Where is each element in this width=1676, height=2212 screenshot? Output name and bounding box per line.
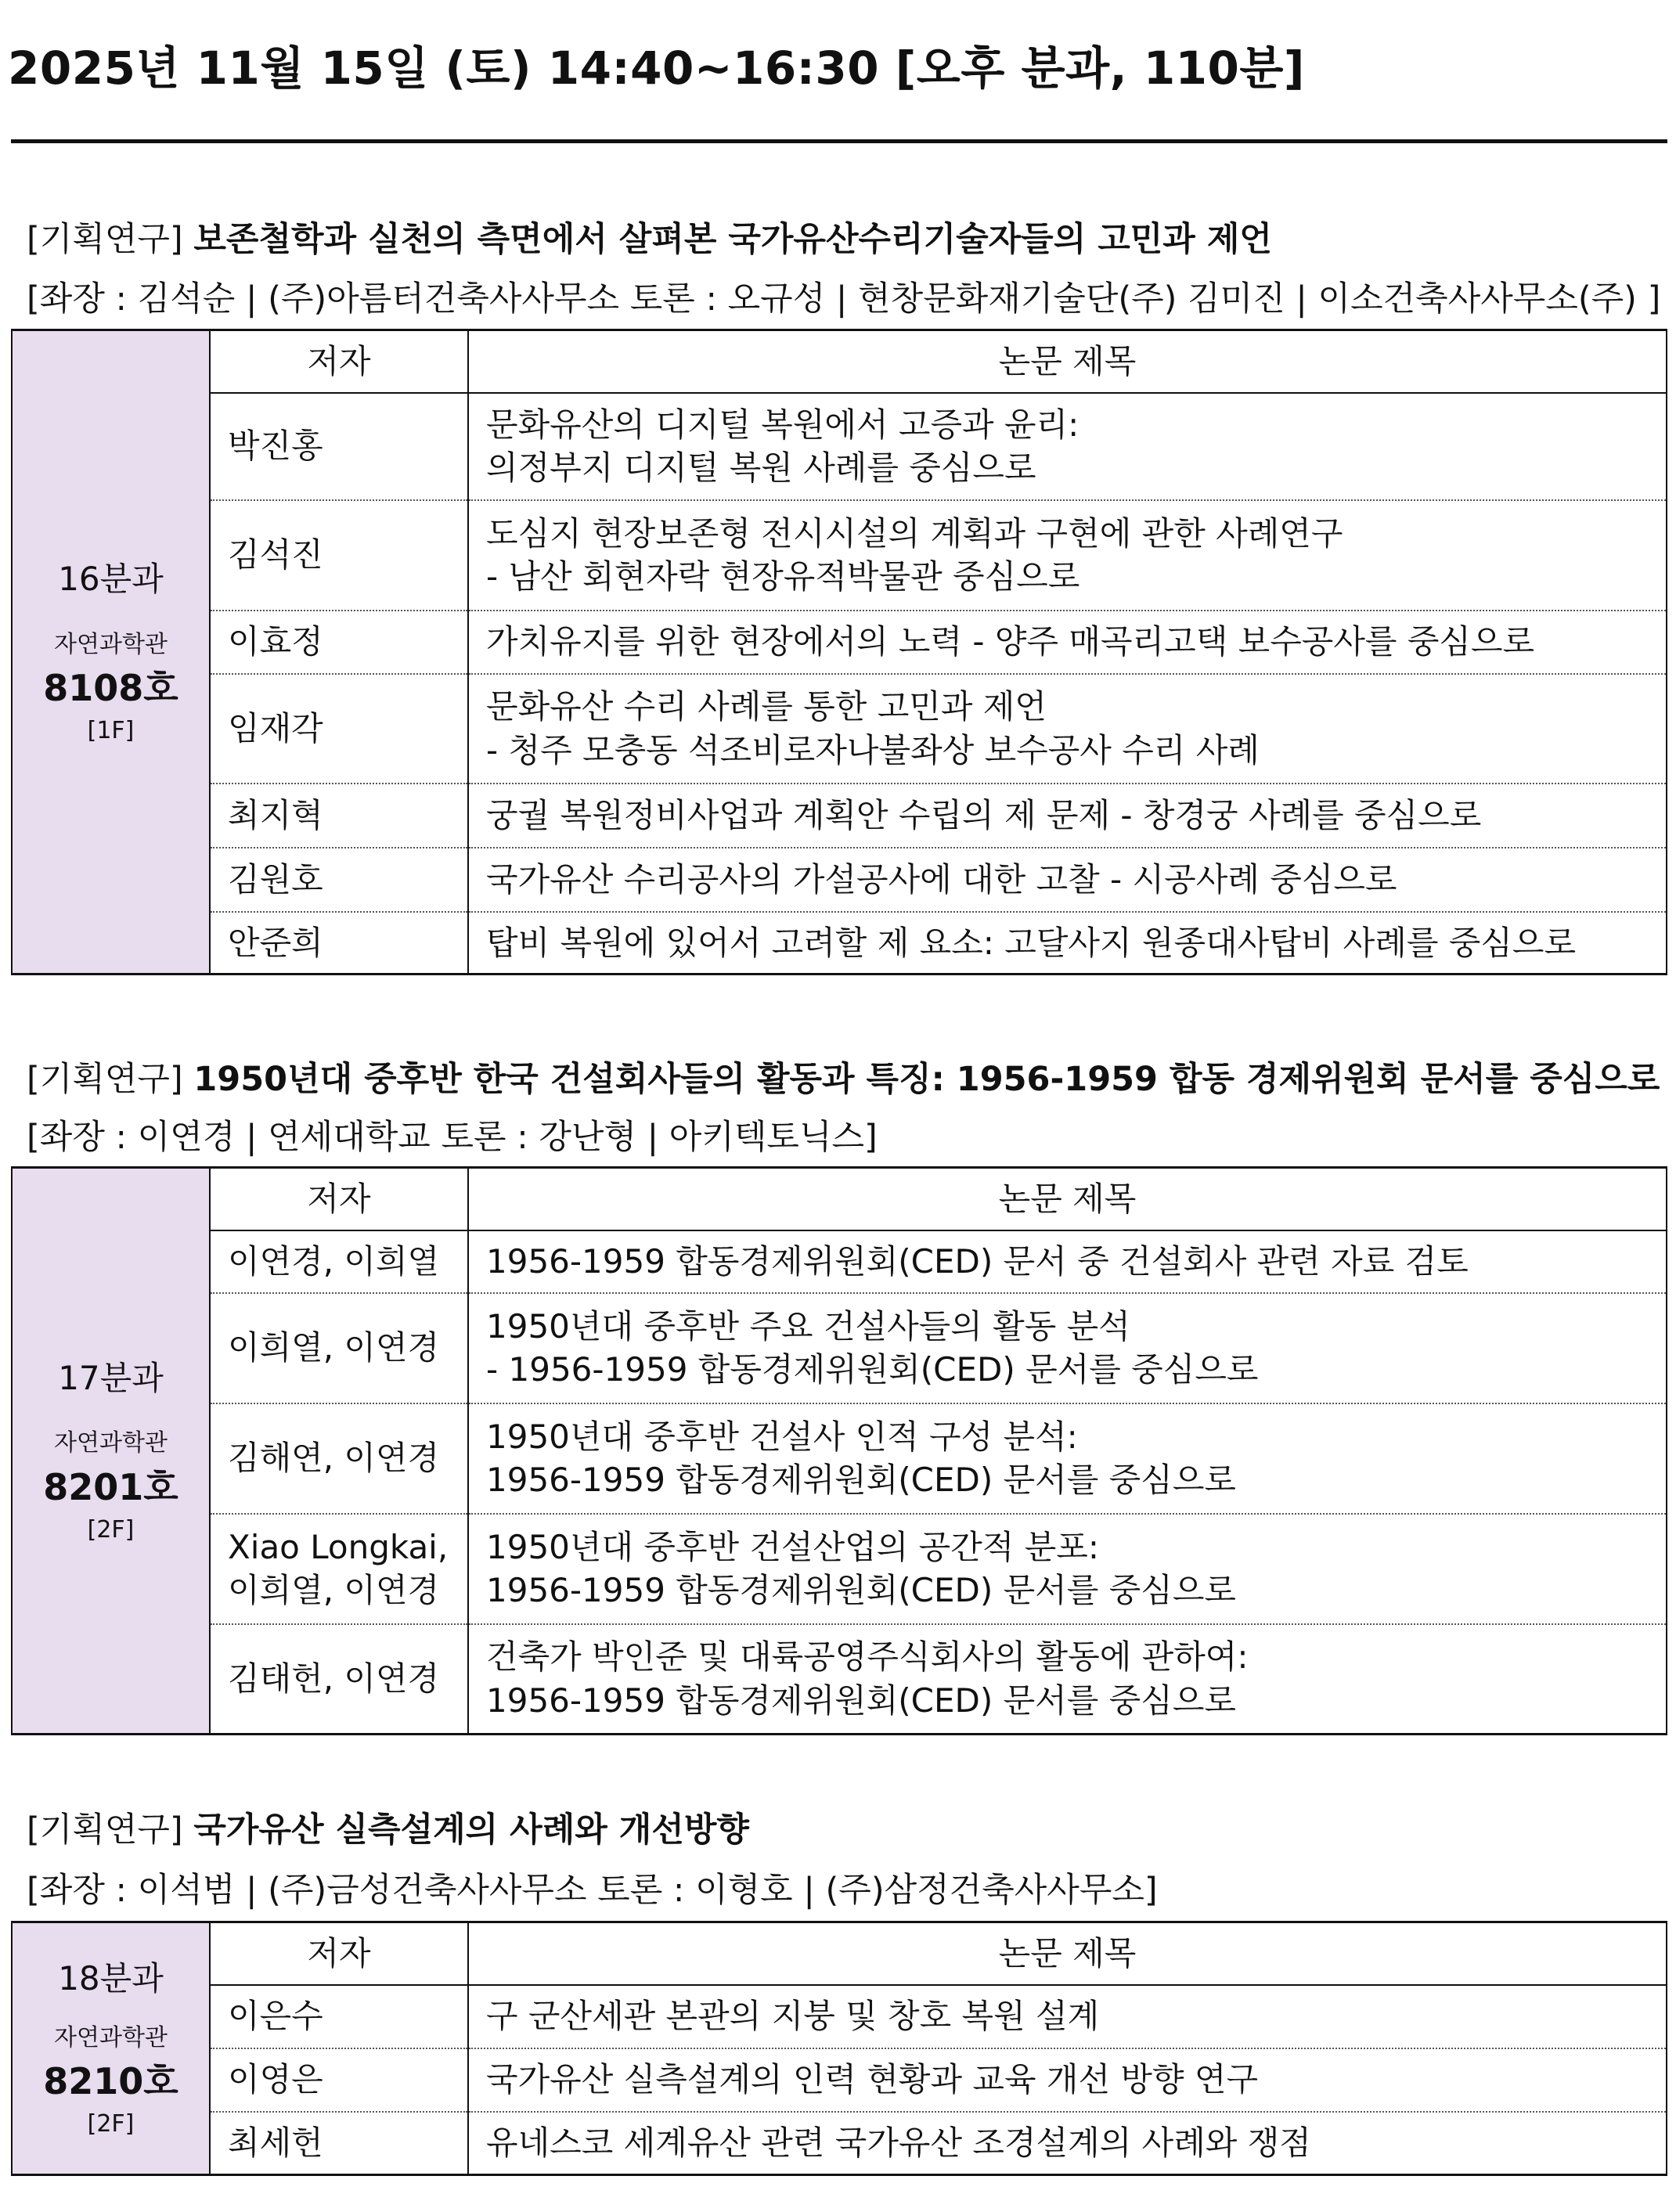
paper-author: 이영은: [210, 2048, 468, 2112]
session-16-info: [12, 330, 210, 975]
session-18-info: [12, 1922, 210, 2175]
table-row: [12, 784, 1667, 848]
session-18-table: [11, 1921, 1667, 2176]
session-16-title: [27, 213, 1272, 261]
paper-author: 이희열, 이연경: [210, 1293, 468, 1403]
session-18-chair-line: [좌장 : 이석범 | (주)금성건축사사무소 토론 : 이형호 | (주)삼정건축사사무소]: [27, 1871, 1158, 1910]
session-16-prefix: [기획연구]: [27, 220, 183, 259]
session-18-room: 8210호: [43, 2060, 178, 2103]
paper-title: 1956-1959 합동경제위원회(CED) 문서 중 건설회사 관련 자료 검토: [468, 1230, 1667, 1293]
author-column-header: 저자: [210, 1168, 468, 1230]
table-row: [12, 1230, 1667, 1293]
session-17-floor: [2F]: [87, 1515, 135, 1544]
session-18-floor: [2F]: [87, 2110, 135, 2138]
author-column-header: 저자: [210, 330, 468, 393]
session-17-table: [11, 1166, 1667, 1735]
session-17-prefix: [기획연구]: [27, 1060, 183, 1099]
table-row: [12, 1985, 1667, 2048]
paper-title: 1950년대 중후반 건설산업의 공간적 분포: 1956-1959 합동경제위원회(CED) 문서를 중심으로: [468, 1514, 1667, 1624]
paper-author: 안준희: [210, 912, 468, 975]
title-column-header: 논문 제목: [468, 1168, 1667, 1230]
paper-author: 박진홍: [210, 393, 468, 500]
table-row: [12, 848, 1667, 912]
paper-author: 최지혁: [210, 784, 468, 848]
session-18-topic: 국가유산 실측설계의 사례와 개선방향: [193, 1810, 749, 1850]
table-row: [12, 1624, 1667, 1735]
session-17-topic: 1950년대 중후반 한국 건설회사들의 활동과 특징: 1956-1959 합동 경제위원회 문서를 중심으로: [193, 1060, 1660, 1099]
session-16-table: [11, 329, 1667, 975]
page-header: 2025년 11월 15일 (토) 14:40~16:30 [오후 분과, 110분]: [8, 41, 1305, 95]
session-17-name: 17분과: [58, 1358, 164, 1397]
paper-title: 구 군산세관 본관의 지붕 및 창호 복원 설계: [468, 1985, 1667, 2048]
table-row: [12, 2112, 1667, 2175]
session-16-chair-line: [좌장 : 김석순 | (주)아름터건축사사무소 토론 : 오규성 | 현창문화재기술단(주) 김미진 | 이소건축사사무소(주) ]: [27, 279, 1661, 319]
paper-title: 문화유산의 디지털 복원에서 고증과 윤리: 의정부지 디지털 복원 사례를 중심으로: [468, 393, 1667, 500]
paper-title: 1950년대 중후반 주요 건설사들의 활동 분석 - 1956-1959 합동경제위원회(CED) 문서를 중심으로: [468, 1293, 1667, 1403]
session-17-chair-line: [좌장 : 이연경 | 연세대학교 토론 : 강난형 | 아키텍토닉스]: [27, 1118, 878, 1157]
paper-author: 김태헌, 이연경: [210, 1624, 468, 1735]
paper-title: 유네스코 세계유산 관련 국가유산 조경설계의 사례와 쟁점: [468, 2112, 1667, 2175]
paper-title: 탑비 복원에 있어서 고려할 제 요소: 고달사지 원종대사탑비 사례를 중심으로: [468, 912, 1667, 975]
paper-author: 최세헌: [210, 2112, 468, 2175]
session-18-name: 18분과: [58, 1959, 164, 1998]
paper-title: 도심지 현장보존형 전시시설의 계획과 구현에 관한 사례연구 - 남산 회현자락 현장유적박물관 중심으로: [468, 500, 1667, 611]
paper-title: 국가유산 수리공사의 가설공사에 대한 고찰 - 시공사례 중심으로: [468, 848, 1667, 912]
table-row: [12, 500, 1667, 611]
paper-author: 이은수: [210, 1985, 468, 2048]
session-16-building: 자연과학관: [54, 630, 168, 658]
paper-author: 임재각: [210, 674, 468, 784]
table-row: [12, 1514, 1667, 1624]
session-16-floor: [1F]: [87, 717, 135, 745]
session-17-info: [12, 1168, 210, 1735]
title-column-header: 논문 제목: [468, 330, 1667, 393]
paper-author: 김원호: [210, 848, 468, 912]
header-divider: [11, 139, 1667, 143]
session-18-title: [27, 1803, 749, 1851]
table-row: [12, 611, 1667, 674]
paper-title: 국가유산 실측설계의 인력 현황과 교육 개선 방향 연구: [468, 2048, 1667, 2112]
session-17-room: 8201호: [43, 1465, 178, 1508]
table-row: [12, 912, 1667, 975]
table-row: [12, 2048, 1667, 2112]
session-17-title: [27, 1053, 1660, 1101]
paper-author: 이연경, 이희열: [210, 1230, 468, 1293]
table-row: [12, 1293, 1667, 1403]
paper-author: 이효정: [210, 611, 468, 674]
author-column-header: 저자: [210, 1922, 468, 1985]
paper-author: Xiao Longkai, 이희열, 이연경: [210, 1514, 468, 1624]
table-row: [12, 674, 1667, 784]
session-18-building: 자연과학관: [54, 2023, 168, 2052]
table-row: [12, 393, 1667, 500]
paper-author: 김석진: [210, 500, 468, 611]
title-column-header: 논문 제목: [468, 1922, 1667, 1985]
session-16-name: 16분과: [58, 560, 164, 599]
paper-title: 1950년대 중후반 건설사 인적 구성 분석: 1956-1959 합동경제위원회(CED) 문서를 중심으로: [468, 1403, 1667, 1514]
session-16-room: 8108호: [43, 667, 178, 710]
paper-title: 건축가 박인준 및 대륙공영주식회사의 활동에 관하여: 1956-1959 합동경제위원회(CED) 문서를 중심으로: [468, 1624, 1667, 1735]
paper-author: 김해연, 이연경: [210, 1403, 468, 1514]
paper-title: 가치유지를 위한 현장에서의 노력 - 양주 매곡리고택 보수공사를 중심으로: [468, 611, 1667, 674]
session-18-prefix: [기획연구]: [27, 1810, 183, 1850]
session-17-building: 자연과학관: [54, 1429, 168, 1457]
session-16-topic: 보존철학과 실천의 측면에서 살펴본 국가유산수리기술자들의 고민과 제언: [193, 220, 1272, 259]
paper-title: 궁궐 복원정비사업과 계획안 수립의 제 문제 - 창경궁 사례를 중심으로: [468, 784, 1667, 848]
table-row: [12, 1403, 1667, 1514]
paper-title: 문화유산 수리 사례를 통한 고민과 제언 - 청주 모충동 석조비로자나불좌상 보수공사 수리 사례: [468, 674, 1667, 784]
